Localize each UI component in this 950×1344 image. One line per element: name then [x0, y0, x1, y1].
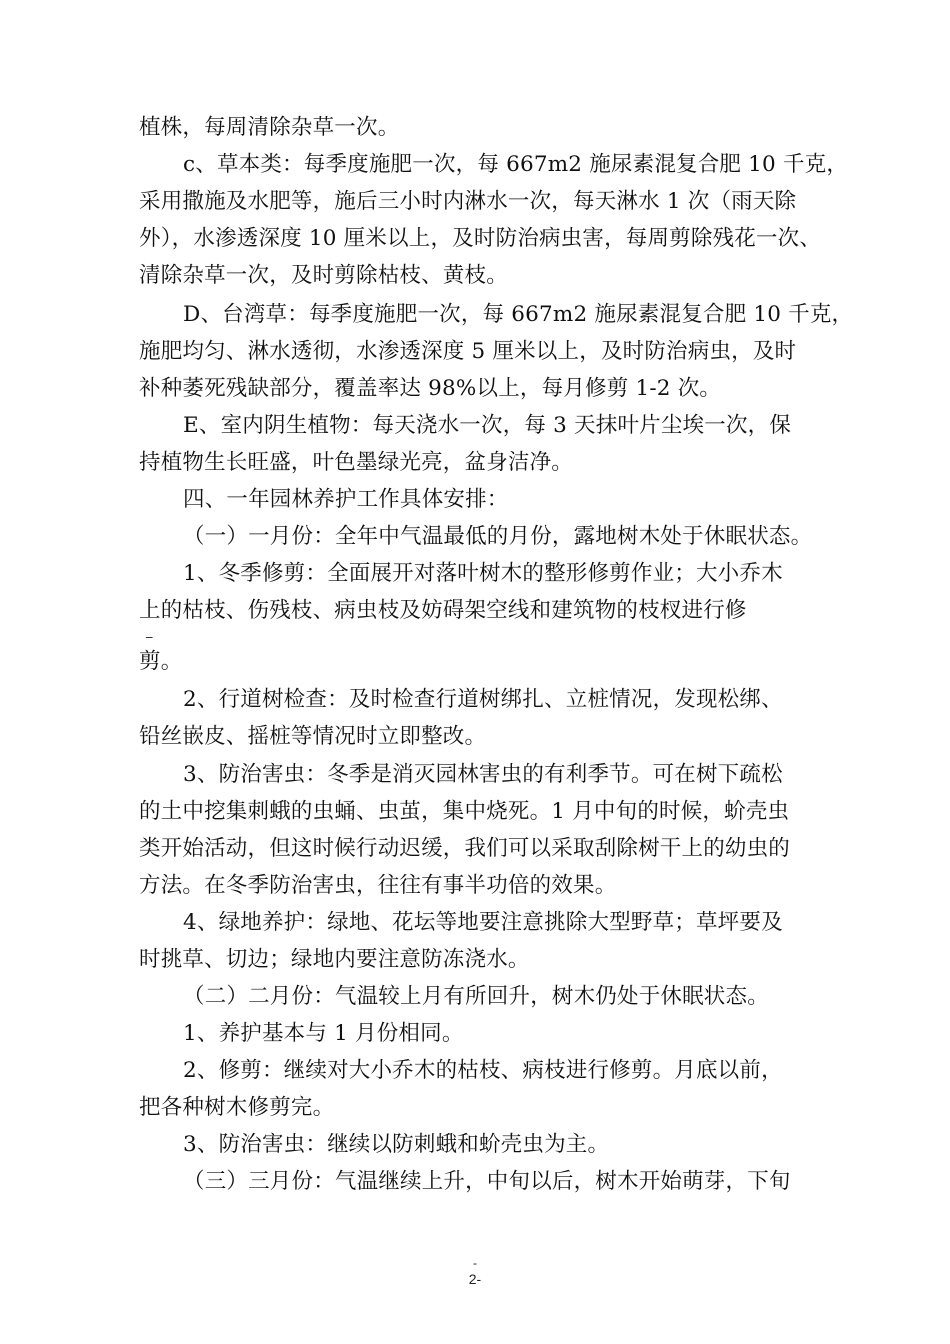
text-line: 3、防治害虫：继续以防刺蛾和蚧壳虫为主。: [183, 1132, 610, 1157]
subsection-heading: （三）三月份：气温继续上升，中旬以后，树木开始萌芽，下旬: [183, 1169, 791, 1194]
text-line: 清除杂草一次，及时剪除枯枝、黄枝。: [139, 263, 508, 288]
text-line: 外），水渗透深度 10 厘米以上，及时防治病虫害，每周剪除残花一次、: [139, 226, 822, 251]
text-line: 剪。: [139, 649, 183, 674]
text-line: 4、绿地养护：绿地、花坛等地要注意挑除大型野草；草坪要及: [183, 910, 783, 935]
subsection-heading: （一）一月份：全年中气温最低的月份，露地树木处于休眠状态。: [183, 524, 813, 549]
text-line: 植株，每周清除杂草一次。: [139, 115, 400, 140]
text-line: 类开始活动，但这时候行动迟缓，我们可以采取刮除树干上的幼虫的: [139, 836, 791, 861]
text-line: 采用撒施及水肥等，施后三小时内淋水一次，每天淋水 1 次（雨天除: [139, 189, 797, 214]
text-line: 1、冬季修剪：全面展开对落叶树木的整形修剪作业；大小乔木: [183, 561, 783, 586]
text-line: 的土中挖集刺蛾的虫蛹、虫茧，集中烧死。1 月中旬的时候，蚧壳虫: [139, 799, 790, 824]
page-number: 2-: [468, 1271, 482, 1287]
text-line: 2、行道树检查：及时检查行道树绑扎、立桩情况，发现松绑、: [183, 687, 783, 712]
text-line: 持植物生长旺盛，叶色墨绿光亮，盆身洁净。: [139, 450, 574, 475]
text-line: 铅丝嵌皮、摇桩等情况时立即整改。: [139, 724, 487, 749]
text-line: 3、防治害虫：冬季是消灭园林害虫的有利季节。可在树下疏松: [183, 762, 783, 787]
text-line: 上的枯枝、伤残枝、病虫枝及妨碍架空线和建筑物的枝杈进行修: [139, 598, 747, 623]
text-line: 方法。在冬季防治害虫，往往有事半功倍的效果。: [139, 873, 617, 898]
subsection-heading: （二）二月份：气温较上月有所回升，树木仍处于休眠状态。: [183, 984, 769, 1009]
text-line: 2、修剪：继续对大小乔木的枯枝、病枝进行修剪。月底以前，: [183, 1058, 783, 1083]
text-line: D、台湾草：每季度施肥一次，每 667m2 施尿素混复合肥 10 千克，: [183, 302, 854, 327]
text-line: 1、养护基本与 1 月份相同。: [183, 1021, 464, 1046]
stray-mark: ــ: [146, 628, 153, 641]
page-footer-dash: -: [473, 1256, 477, 1270]
section-heading: 四、一年园林养护工作具体安排：: [183, 487, 509, 512]
text-line: 时挑草、切边；绿地内要注意防冻浇水。: [139, 947, 530, 972]
text-line: c、草本类：每季度施肥一次，每 667m2 施尿素混复合肥 10 千克，: [183, 152, 849, 177]
text-line: 施肥均匀、淋水透彻，水渗透深度 5 厘米以上，及时防治病虫，及时: [139, 339, 797, 364]
text-line: E、室内阴生植物：每天浇水一次，每 3 天抹叶片尘埃一次，保: [183, 413, 792, 438]
text-line: 把各种树木修剪完。: [139, 1095, 335, 1120]
text-line: 补种萎死残缺部分，覆盖率达 98%以上，每月修剪 1-2 次。: [139, 376, 722, 401]
